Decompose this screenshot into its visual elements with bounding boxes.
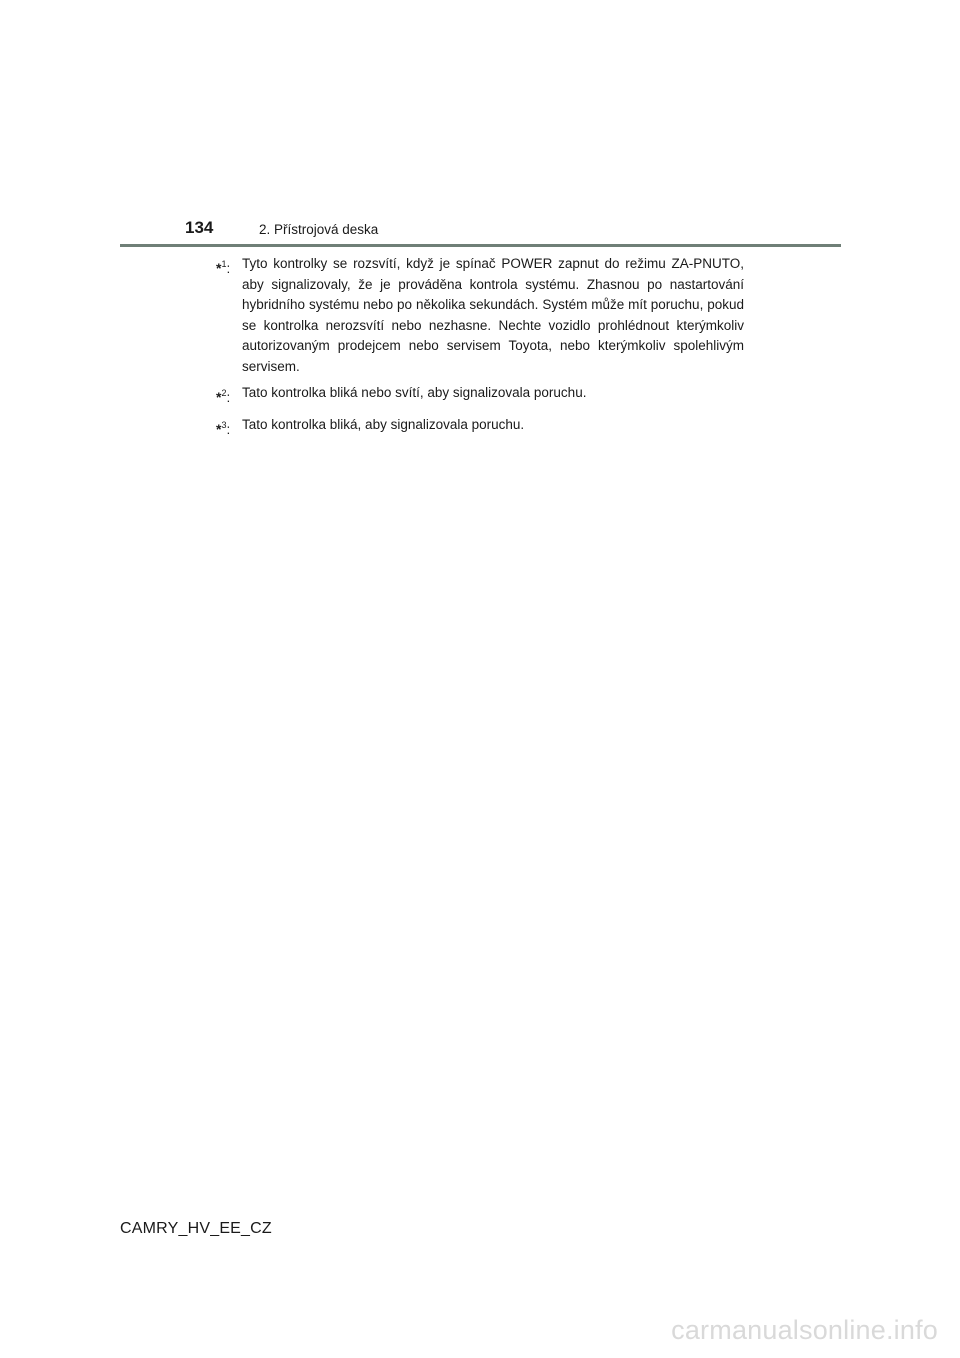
header-rule: [120, 244, 841, 247]
footnote-number: 2: [221, 388, 227, 398]
footnote-marker: [216, 415, 242, 441]
footnote-3: [216, 415, 744, 441]
asterisk: *: [216, 420, 222, 437]
footnote-text: Tato kontrolka bliká nebo svítí, aby signalizovala poruchu.: [242, 385, 587, 400]
footnote-number: 1: [221, 259, 227, 269]
footnote-2: [216, 383, 744, 409]
footnote-text: Tyto kontrolky se rozsvítí, když je spínač POWER zapnut do režimu ZA-PNUTO, aby signalizovaly, že je prováděna kontrola systému. Zhasnou po nastartování hybridního systému nebo po několika sekundách. Systém může mít poruchu, pokud se kontrolka nerozsvítí nebo nezhasne. Nechte vozidlo prohlédnout kterýmkoliv autorizovaným prodejcem nebo servisem Toyota, nebo kterýmkoliv spolehlivým servisem.: [242, 256, 744, 374]
footnote-marker: [216, 383, 242, 409]
marker-colon: :: [226, 390, 231, 405]
asterisk: *: [216, 260, 222, 276]
marker-colon: :: [226, 421, 231, 437]
footnote-number: 3: [221, 419, 227, 430]
section-title: 2. Přístrojová deska: [259, 222, 379, 237]
page-number: 134: [185, 218, 214, 237]
document-code: CAMRY_HV_EE_CZ: [120, 1220, 272, 1237]
footnote-1: [216, 254, 744, 377]
footnote-text: Tato kontrolka bliká, aby signalizovala poruchu.: [242, 416, 525, 432]
asterisk: *: [216, 389, 222, 405]
footnote-list: [216, 254, 744, 446]
footnote-marker: [216, 254, 242, 280]
marker-colon: :: [226, 261, 231, 276]
watermark: carmanualsonline.info: [671, 1315, 938, 1345]
